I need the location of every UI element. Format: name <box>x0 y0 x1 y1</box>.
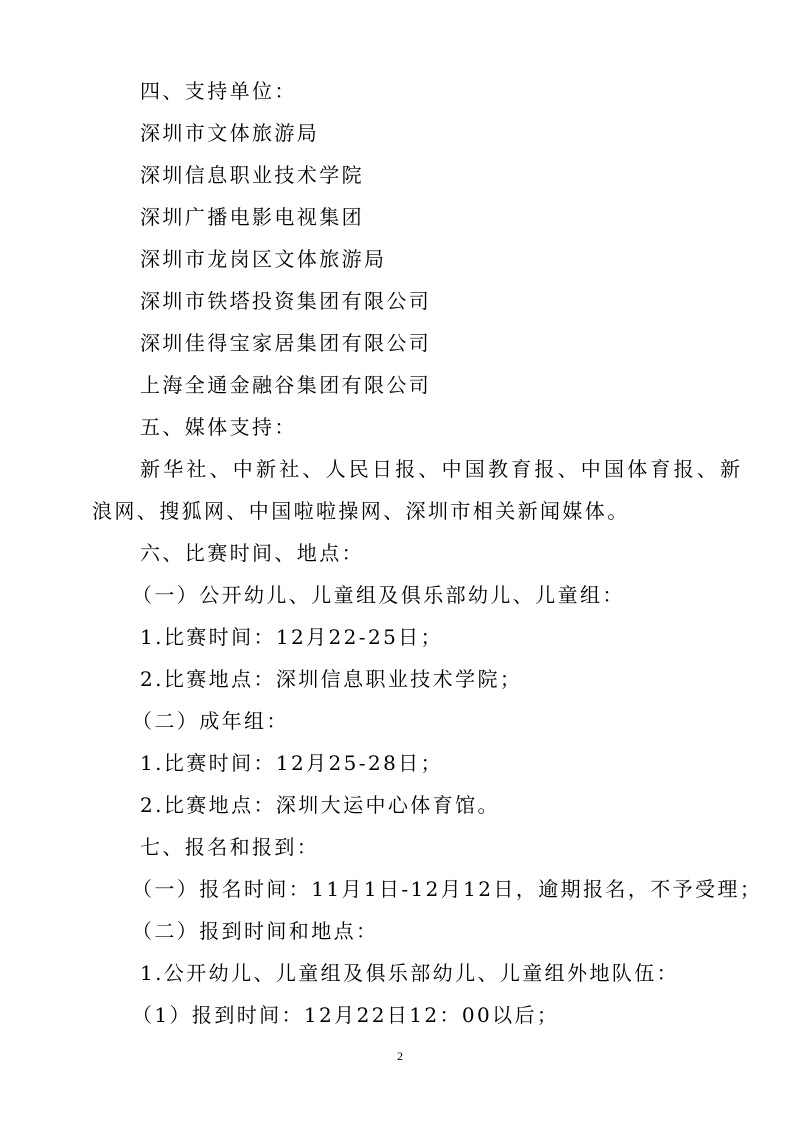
schedule-item: 1.比赛时间：12月22-25日； <box>140 625 443 649</box>
support-unit-item: 上海全通金融谷集团有限公司 <box>140 373 432 397</box>
check-in-group-item: 1.公开幼儿、儿童组及俱乐部幼儿、儿童组外地队伍： <box>140 961 680 985</box>
support-unit-item: 深圳市铁塔投资集团有限公司 <box>140 289 432 313</box>
support-unit-item: 深圳市文体旅游局 <box>140 121 320 145</box>
support-unit-item: 深圳佳得宝家居集团有限公司 <box>140 331 432 355</box>
section-heading-registration: 七、报名和报到： <box>140 835 320 859</box>
schedule-item: 1.比赛时间：12月25-28日； <box>140 751 443 775</box>
support-unit-item: 深圳信息职业技术学院 <box>140 163 364 187</box>
check-in-time-item: （1）报到时间：12月22日12：00以后； <box>132 1003 560 1027</box>
subsection-heading: （二）报到时间和地点： <box>132 919 379 943</box>
support-unit-item: 深圳市龙岗区文体旅游局 <box>140 247 387 271</box>
media-support-paragraph-line: 新华社、中新社、人民日报、中国教育报、中国体育报、新 <box>140 457 744 481</box>
section-heading-media-support: 五、媒体支持： <box>140 415 297 439</box>
media-support-paragraph-line: 浪网、搜狐网、中国啦啦操网、深圳市相关新闻媒体。 <box>92 499 630 523</box>
subsection-heading: （一）公开幼儿、儿童组及俱乐部幼儿、儿童组： <box>132 583 625 607</box>
venue-item: 2.比赛地点：深圳信息职业技术学院； <box>140 667 523 691</box>
subsection-heading: （二）成年组： <box>132 709 289 733</box>
page-number: 2 <box>397 1049 403 1063</box>
venue-item: 2.比赛地点：深圳大运中心体育馆。 <box>140 793 500 817</box>
support-unit-item: 深圳广播电影电视集团 <box>140 205 364 229</box>
registration-deadline-line: （一）报名时间：11月1日-12月12日，逾期报名，不予受理； <box>132 877 763 901</box>
section-heading-support-units: 四、支持单位： <box>140 79 297 103</box>
section-heading-time-venue: 六、比赛时间、地点： <box>140 541 364 565</box>
